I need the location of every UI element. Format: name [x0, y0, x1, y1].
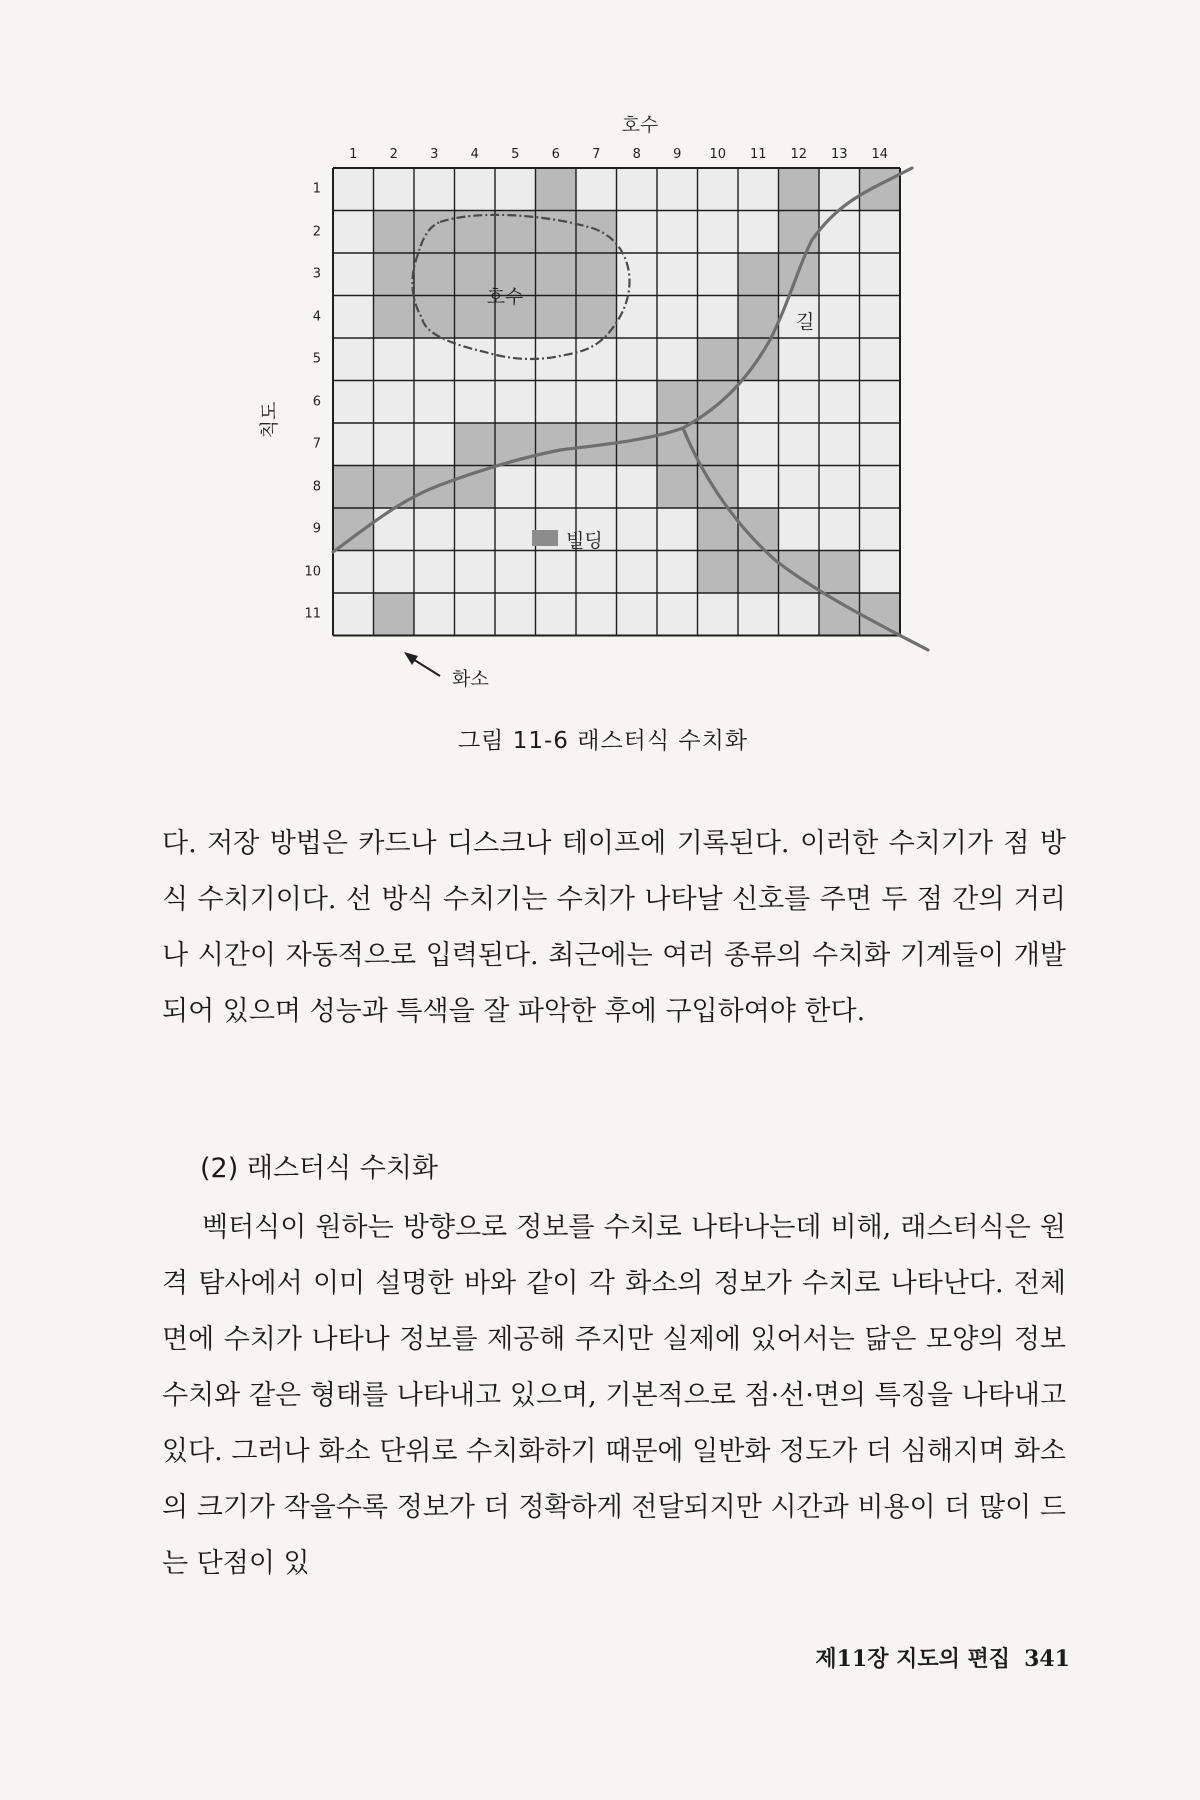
- shaded-cell: [860, 168, 901, 211]
- shaded-cell: [536, 423, 577, 466]
- shaded-cell: [698, 423, 739, 466]
- top-axis-label: 호수: [621, 114, 659, 136]
- shaded-cell: [536, 253, 577, 296]
- row-number: 10: [304, 564, 321, 580]
- row-number: 6: [312, 394, 321, 410]
- column-number: 5: [511, 147, 520, 162]
- row-number: 4: [312, 309, 321, 325]
- row-number: 8: [312, 479, 321, 495]
- shaded-cell: [455, 423, 496, 466]
- page-footer: [815, 1642, 1070, 1673]
- column-number: 11: [749, 147, 767, 162]
- column-number: 14: [871, 147, 889, 162]
- road-label: 길: [796, 311, 815, 333]
- raster-figure: [0, 0, 1200, 790]
- shaded-cell: [374, 253, 415, 296]
- row-number: 2: [312, 224, 321, 240]
- paragraph-2: 벡터식이 원하는 방향으로 정보를 수치로 나타나는데 비해, 래스터식은 원격 탐사에서 이미 설명한 바와 같이 각 화소의 정보가 수치로 나타난다. 전체 면에 수치가 나타나 정보를 제공해 주지만 실제에 있어서는 닮은 모양의 정보 수치와 같은 형태를 나타내고 있으며, 기본적으로 점·선·면의 특징을 나타내고 있다. 그러나 화소 단위로 수치화하기 때문에 일반화 정도가 더 심해지며 화소의 크기가 작을수록 정보가 더 정확하게 전달되지만 시간과 비용이 더 많이 드는 단점이 있: [162, 1212, 1066, 1579]
- shaded-cell: [333, 508, 374, 551]
- shaded-cell: [698, 551, 739, 594]
- shaded-cell: [536, 168, 577, 211]
- column-number: 12: [790, 147, 808, 162]
- building-legend-swatch: [532, 530, 558, 546]
- shaded-cell: [374, 593, 415, 636]
- row-number: 9: [312, 521, 321, 537]
- shaded-cell: [779, 211, 820, 254]
- shaded-cell: [657, 381, 698, 424]
- row-number: 1: [312, 181, 321, 197]
- column-number: 1: [349, 147, 358, 162]
- shaded-cell: [738, 253, 779, 296]
- shaded-cell: [414, 211, 455, 254]
- pixel-pointer-arrowhead: [404, 652, 418, 665]
- column-number: 3: [430, 147, 439, 162]
- left-axis-label: 칙도: [258, 401, 281, 439]
- shaded-cell: [698, 338, 739, 381]
- column-number: 4: [470, 147, 479, 162]
- column-number: 10: [709, 147, 727, 162]
- shaded-cell: [374, 211, 415, 254]
- row-number: 7: [312, 436, 321, 452]
- shaded-cell: [333, 466, 374, 509]
- column-number: 6: [551, 147, 560, 162]
- raster-grid: [0, 0, 1200, 790]
- shaded-cell: [779, 168, 820, 211]
- shaded-cell: [860, 593, 901, 636]
- column-number: 13: [830, 147, 848, 162]
- column-number: 9: [673, 147, 682, 162]
- shaded-cell: [819, 551, 860, 594]
- shaded-cell: [657, 466, 698, 509]
- shaded-cell: [576, 211, 617, 254]
- column-number: 8: [632, 147, 641, 162]
- shaded-cell: [819, 593, 860, 636]
- shaded-cell: [617, 423, 658, 466]
- paragraph-1: 다. 저장 방법은 카드나 디스크나 테이프에 기록된다. 이러한 수치기가 점 방식 수치기이다. 선 방식 수치기는 수치가 나타날 신호를 주면 두 점 간의 거리나 시간이 자동적으로 입력된다. 최근에는 여러 종류의 수치화 기계들이 개발되어 있으며 성능과 특색을 잘 파악한 후에 구입하여야 한다.: [162, 828, 1066, 1027]
- column-number: 7: [592, 147, 601, 162]
- lake-label: 호수: [486, 286, 524, 308]
- shaded-cell: [374, 296, 415, 339]
- building-legend-label: 빌딩: [566, 530, 603, 552]
- shaded-cell: [576, 253, 617, 296]
- figure-caption: 그림 11-6 래스터식 수치화: [457, 728, 749, 754]
- shaded-cell: [536, 296, 577, 339]
- pixel-label: 화소: [452, 668, 489, 690]
- row-number: 11: [304, 606, 321, 622]
- column-number: 2: [389, 147, 398, 162]
- page-number: 341: [1024, 1646, 1070, 1672]
- row-number: 3: [312, 266, 321, 282]
- shaded-cell: [414, 253, 455, 296]
- chapter-title: 제11장 지도의 편집: [815, 1646, 1011, 1672]
- section-heading: (2) 래스터식 수치화: [200, 1153, 438, 1184]
- row-number: 5: [312, 351, 321, 367]
